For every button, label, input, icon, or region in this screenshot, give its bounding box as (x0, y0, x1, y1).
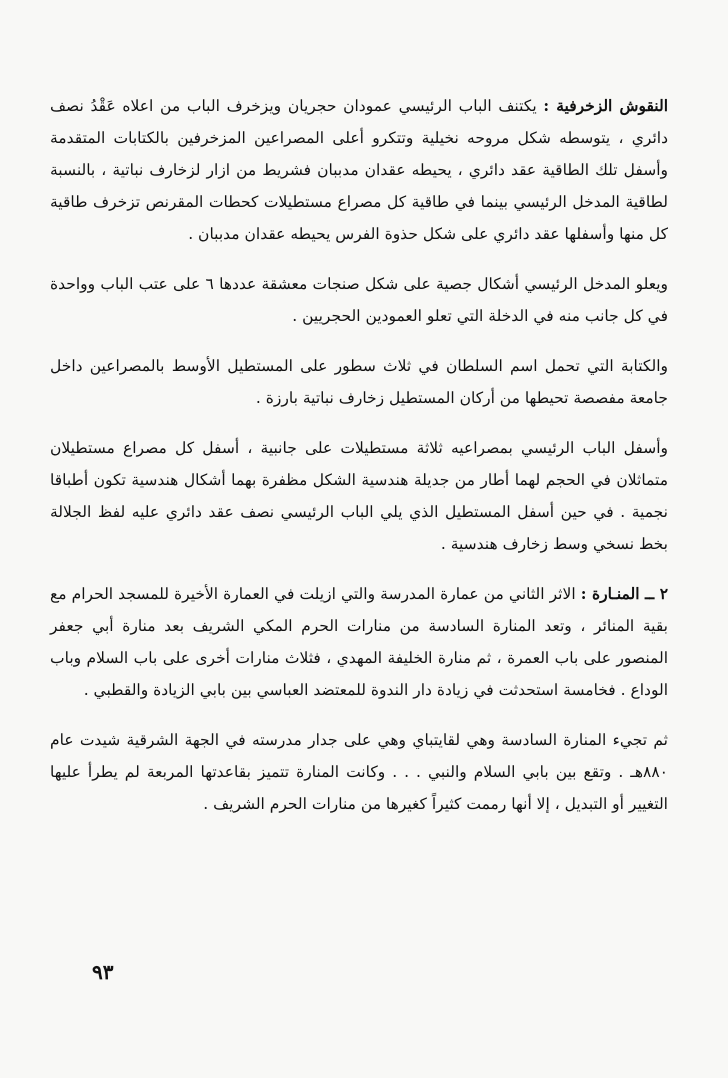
body-text (50, 90, 668, 838)
paragraph-lower-door (50, 432, 668, 560)
paragraph-minaret (50, 578, 668, 706)
paragraph-sixth-minaret (50, 724, 668, 820)
paragraph-sultan-inscription (50, 350, 668, 414)
paragraph-text: وأسفل الباب الرئيسي بمصراعيه ثلاثة مستطيلات على جانبية ، أسفل كل مصراع مستطيلان متماثلان في الحجم لهما أطار من جديلة هندسية الشكل مظفرة بهما أشكال هندسية تكون أطباقا نجمية . في حين أسفل المستطيل الذي يلي الباب الرئيسي نصف عقد دائري عليه لفظ الجلالة بخط نسخي وسط زخارف هندسية . (50, 439, 668, 553)
paragraph-text: ثم تجيء المنارة السادسة وهي لقايتباي وهي على جدار مدرسته في الجهة الشرقية شيدت عام ٨٨٠هـ . وتقع بين بابي السلام والنبي . . . وكانت المنارة تتميز بقاعدتها المربعة لم يطرأ عليها التغيير أو التبديل ، إلا أنها رممت كثيراً كغيرها من منارات الحرم الشريف . (50, 731, 668, 813)
paragraph-heading: النقوش الزخرفية : (543, 96, 668, 115)
paragraph-text: ويعلو المدخل الرئيسي أشكال جصية على شكل صنجات معشقة عددها ٦ على عتب الباب وواحدة في كل جانب منه في الدخلة التي تعلو العمودين الحجريين . (50, 275, 668, 325)
paragraph-main-entrance (50, 268, 668, 332)
paragraph-heading: ٢ ــ المنـارة : (580, 584, 669, 603)
paragraph-decorative-inscriptions (50, 90, 668, 250)
paragraph-text: الاثر الثاني من عمارة المدرسة والتي ازيلت في العمارة الأخيرة للمسجد الحرام مع بقية المنائر ، وتعد المنارة السادسة من منارات الحرم المكي الشريف بعد منارة أبي جعفر المنصور على باب العمرة ، ثم منارة الخليفة المهدي ، فثلاث منارات أخرى على باب السلام وباب الوداع . فخامسة استحدثت في زيادة دار الندوة للمعتضد العباسي بين بابي الزيادة والقطبي . (50, 585, 668, 699)
paragraph-text: يكتنف الباب الرئيسي عمودان حجريان ويزخرف الباب من اعلاه عَقْدُ نصف دائري ، يتوسطه شكل مروحه نخيلية وتتكرو أعلى المصراعين المزخرفين بالكتابات المتقدمة وأسفل تلك الطاقية عقد دائري ، يحيطه عقدان مدببان فشريط من ازار لزخارف نباتية ، بالنسبة لطاقية المدخل الرئيسي بينما في طاقية كل مصراع مستطيلات كحطات المقرنص تزخرف طاقية كل منها وأسفلها عقد دائري على شكل حذوة الفرس يحيطه عقدان مدببان . (50, 97, 668, 243)
page-number: ٩٣ (92, 960, 114, 984)
paragraph-text: والكتابة التي تحمل اسم السلطان في ثلاث سطور على المستطيل الأوسط بالمصراعين داخل جامعة مفصصة تحيطها من أركان المستطيل زخارف نباتية بارزة . (50, 357, 668, 407)
